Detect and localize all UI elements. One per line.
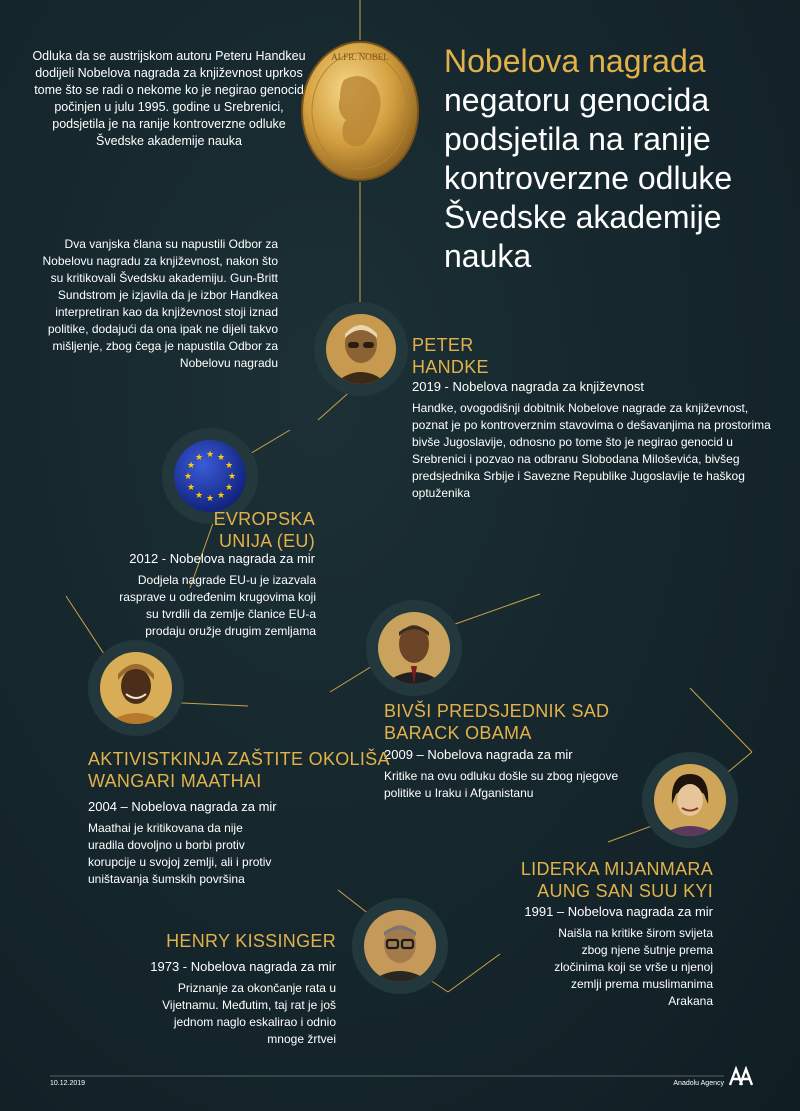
eu-award: 2012 - Nobelova nagrada za mir bbox=[129, 551, 315, 566]
nobel-medal-image bbox=[300, 40, 420, 182]
title-rest: negatoru genocida podsjetila na ranije kontroverzne odluke Švedske akademije nauka bbox=[444, 82, 733, 274]
handke-description: Handke, ovogodišnji dobitnik Nobelove nagrade za književnost, poznat je po kontroverznim stavovima o dešavanjima na prostorima bivše Jugoslavije, odnosno po tome što je negirao genocid u Srebrenici i pozvao na odbranu Slobodana Miloševića, bivšeg predsjednika Srbije i Savezne Republike Jugoslavije te haškog optuženika bbox=[412, 401, 771, 500]
aa-logo bbox=[728, 1066, 754, 1086]
maathai-description: Maathai je kritikovana da nije uradila dovoljno u borbi protiv korupcije u svojoj zemlji, ali i protiv uništavanja šumskih površina bbox=[88, 821, 272, 886]
eu-flag-image bbox=[174, 440, 246, 512]
kissinger-award: 1973 - Nobelova nagrada za mir bbox=[150, 959, 336, 974]
side-note-text: Dva vanjska člana su napustili Odbor za Nobelovu nagradu za književnost, nakon što su kritikovali Švedsku akademiju. Gun-Britt Sundstrom je izjavila da je izbor Handkea interpretiran kao da književnost stoji iznad politike, dodajući da ona ipak ne dijeli takvo mišljenje, zbog čega je napustila Odbor za Nobelovu nagradu bbox=[42, 237, 278, 370]
svg-text:★: ★ bbox=[205, 450, 215, 460]
footer-date: 10.12.2019 bbox=[50, 1080, 86, 1087]
obama-description: Kritike na ovu odluku došle su zbog njegove politike u Iraku i Afganistanu bbox=[384, 769, 619, 800]
obama-name: BIVŠI PREDSJEDNIK SAD BARACK OBAMA bbox=[384, 701, 610, 743]
obama-award: 2009 – Nobelova nagrada za mir bbox=[384, 747, 573, 762]
suukyi-description: Naišla na kritike širom svijeta zbog njene šutnje prema zločinima koji se vrše u njenoj zemlji prema muslimanima Arakana bbox=[554, 926, 713, 1008]
svg-text:★: ★ bbox=[183, 472, 193, 482]
handke-photo bbox=[326, 314, 396, 384]
medal-inscription: ALFR. NOBEL bbox=[331, 52, 389, 62]
page-title bbox=[444, 42, 789, 276]
handke-name: PETER HANDKE bbox=[412, 335, 489, 377]
suukyi-award: 1991 – Nobelova nagrada za mir bbox=[524, 904, 713, 919]
title-highlight: Nobelova nagrada bbox=[444, 43, 706, 79]
kissinger-name: HENRY KISSINGER bbox=[166, 931, 336, 951]
maathai-name: AKTIVISTKINJA ZAŠTITE OKOLIŠA WANGARI MAATHAI bbox=[88, 749, 390, 791]
aa-logo-text: AA bbox=[741, 1078, 743, 1079]
svg-text:★: ★ bbox=[224, 461, 234, 471]
svg-text:★: ★ bbox=[227, 472, 237, 482]
intro-text: Odluka da se austrijskom autoru Peteru Handkeu dodijeli Nobelova nagrada za književnost uprkos tome što se radi o nekome ko je negirao genocid počinjen u julu 1995. godine u Srebrenici, podsjetila je na ranije kontroverzne odluke Švedske akademije nauka bbox=[32, 49, 306, 148]
svg-text:★: ★ bbox=[216, 491, 226, 501]
maathai-photo bbox=[100, 652, 172, 724]
suukyi-name: LIDERKA MIJANMARA AUNG SAN SUU KYI bbox=[520, 859, 713, 901]
maathai-award: 2004 – Nobelova nagrada za mir bbox=[88, 799, 277, 814]
obama-photo bbox=[378, 612, 450, 684]
svg-text:★: ★ bbox=[205, 494, 215, 504]
eu-name: EVROPSKA UNIJA (EU) bbox=[213, 509, 315, 551]
eu-description: Dodjela nagrade EU-u je izazvala rasprave u određenim krugovima koji su tvrdili da zemlje članice EU-a prodaju oružje drugim zemljama bbox=[119, 573, 316, 638]
kissinger-description: Priznanje za okončanje rata u Vijetnamu. Međutim, taj rat je još jednom naglo eskalirao i odnio mnoge žrtvei bbox=[162, 981, 336, 1046]
handke-award: 2019 - Nobelova nagrada za književnost bbox=[412, 379, 644, 394]
svg-text:★: ★ bbox=[194, 453, 204, 463]
svg-text:★: ★ bbox=[224, 483, 234, 493]
suukyi-photo bbox=[654, 764, 726, 836]
footer-agency: Anadolu Agency bbox=[673, 1080, 724, 1087]
svg-text:★: ★ bbox=[186, 483, 196, 493]
svg-text:★: ★ bbox=[216, 453, 226, 463]
kissinger-photo bbox=[364, 910, 436, 982]
svg-text:★: ★ bbox=[194, 491, 204, 501]
svg-text:★: ★ bbox=[186, 461, 196, 471]
